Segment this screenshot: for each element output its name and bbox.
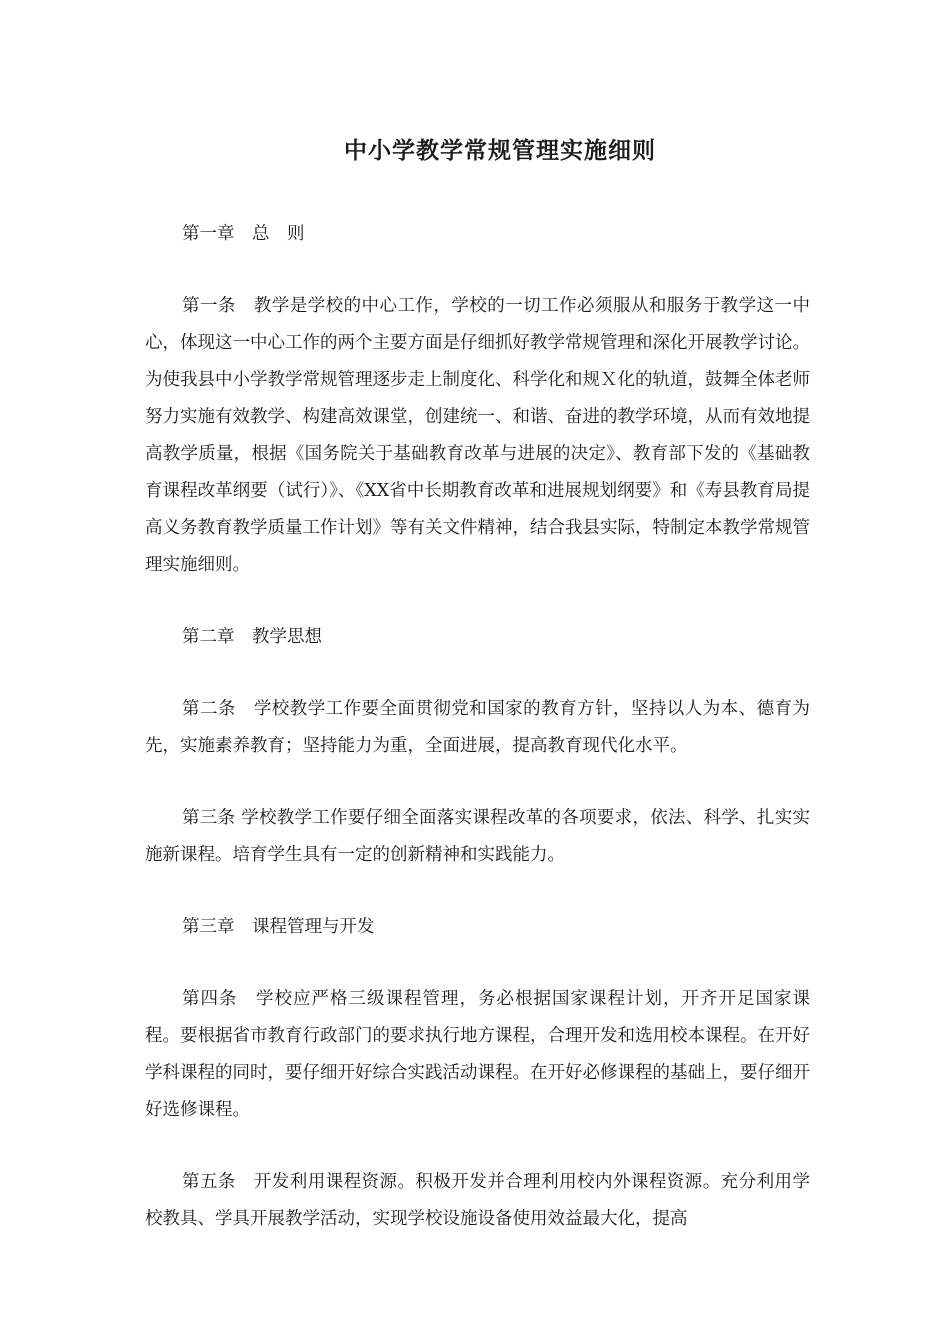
- chapter-heading-1: 第一章 总 则: [182, 224, 305, 244]
- article-paragraph-2: 第二条 学校教学工作要全面贯彻党和国家的教育方针，坚持以人为本、德育为先，实施素养教育；坚持能力为重，全面进展，提高教育现代化水平。: [145, 699, 810, 756]
- document-title: 中小学教学常规管理实施细则: [344, 137, 656, 164]
- article-paragraph-4: 第四条 学校应严格三级课程管理，务必根据国家课程计划，开齐开足国家课程。要根据省市教育行政部门的要求执行地方课程，合理开发和选用校本课程。在开好学科课程的同时，要仔细开好综合实践活动课程。在开好必修课程的基础上，要仔细开好选修课程。: [145, 989, 810, 1120]
- chapter-heading-2: 第二章 教学思想: [182, 627, 322, 647]
- article-paragraph-1: 第一条 教学是学校的中心工作，学校的一切工作必须服从和服务于教学这一中心，体现这一中心工作的两个主要方面是仔细抓好教学常规管理和深化开展教学讨论。为使我县中小学教学常规管理逐步走上制度化、科学化和规Ｘ化的轨道，鼓舞全体老师努力实施有效教学、构建高效课堂，创建统一、和谐、奋进的教学环境，从而有效地提高教学质量，根据《国务院关于基础教育改革与进展的决定》、教育部下发的《基础教育课程改革纲要（试行）》、《XX省中长期教育改革和进展规划纲要》和《寿县教育局提高义务教育教学质量工作计划》等有关文件精神，结合我县实际，特制定本教学常规管理实施细则。: [145, 296, 810, 575]
- article-paragraph-3: 第三条 学校教学工作要仔细全面落实课程改革的各项要求，依法、科学、扎实实施新课程。培育学生具有一定的创新精神和实践能力。: [145, 808, 810, 865]
- chapter-heading-3: 第三章 课程管理与开发: [182, 917, 375, 937]
- article-paragraph-5: 第五条 开发利用课程资源。积极开发并合理利用校内外课程资源。充分利用学校教具、学具开展教学活动，实现学校设施设备使用效益最大化，提高: [145, 1172, 810, 1229]
- document-body: [145, 216, 810, 1273]
